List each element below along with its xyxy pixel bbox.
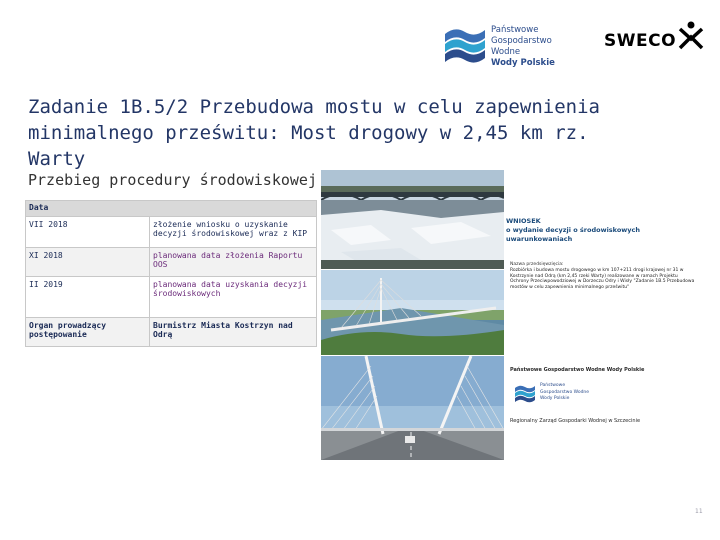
pgw-line-2: Gospodarstwo Wodne [491, 36, 552, 57]
wody-polskie-wave-icon [443, 24, 487, 64]
slide-subtitle: Przebieg procedury środowiskowej [28, 171, 317, 189]
description-cell: złożenie wniosku o uzyskanie decyzji środowiskowej wraz z KIP [150, 217, 317, 248]
wody-polskie-text [491, 25, 583, 69]
table-row [26, 248, 317, 277]
doc-logo-text [540, 383, 589, 403]
table-header-row [26, 201, 317, 217]
doc-project-description: Rozbiórka i budowa mostu drogowego w km 107+211 drogi krajowej nr 31 w Kostrzynie nad Odrą (km 2,45 rzeki Warty) realizowane w ramach Projektu Ochrony Przeciwpowodziowej w Dorzeczu Odry i Wisły "Zadanie 1B.5 Przebudowa mostów w celu zapewnienia minimalnego prześwitu" [510, 268, 695, 290]
pgw-line-1: Państwowe [491, 25, 539, 35]
date-cell: VII 2018 [26, 217, 150, 248]
pgw-line-3: Wody Polskie [491, 58, 555, 68]
date-cell: XI 2018 [26, 248, 150, 277]
sweco-logo-text: SWECO [604, 31, 677, 51]
existing-bridge-photo [321, 170, 504, 269]
doc-logo-line-2: Gospodarstwo Wodne [540, 389, 590, 395]
doc-wody-polskie-logo [512, 380, 600, 408]
organ-label-cell: Organ prowadzący postępowanie [26, 318, 150, 347]
doc-title [506, 217, 706, 244]
application-document-thumbnail [506, 217, 706, 437]
procedure-table [25, 200, 317, 347]
doc-title-line-1: WNIOSEK [506, 217, 541, 225]
doc-rzgw-name: Regionalny Zarząd Gospodarki Wodnej w Szczecinie [510, 418, 641, 424]
slide-title [28, 94, 648, 172]
doc-logo-line-3: Wody Polskie [540, 396, 570, 401]
wody-polskie-logo [443, 22, 583, 68]
title-line-2: minimalnego prześwitu: Most drogowy w 2,45 km rz. Warty [28, 122, 589, 170]
table-header-cell: Data [26, 201, 317, 217]
sweco-person-icon [676, 20, 706, 50]
doc-organization: Państwowe Gospodarstwo Wodne Wody Polskie [510, 367, 645, 373]
page-number: 11 [695, 508, 703, 515]
new-bridge-rendering-1 [321, 270, 504, 355]
description-cell: planowana data uzyskania decyzji środowiskowych [150, 277, 317, 318]
title-line-1: Zadanie 1B.5/2 Przebudowa mostu w celu zapewnienia [28, 96, 600, 118]
date-cell: II 2019 [26, 277, 150, 318]
new-bridge-rendering-2 [321, 356, 504, 460]
doc-wave-icon [514, 382, 536, 404]
organ-value-cell: Burmistrz Miasta Kostrzyn nad Odrą [150, 318, 317, 347]
doc-logo-line-1: Państwowe [540, 383, 566, 388]
doc-title-line-2: o wydanie decyzji o środowiskowych uwarunkowaniach [506, 226, 641, 243]
table-row [26, 277, 317, 318]
doc-project-name-label: Nazwa przedsięwzięcia: [510, 262, 564, 267]
table-row [26, 217, 317, 248]
description-cell: planowana data złożenia Raportu OOS [150, 248, 317, 277]
table-row [26, 318, 317, 347]
